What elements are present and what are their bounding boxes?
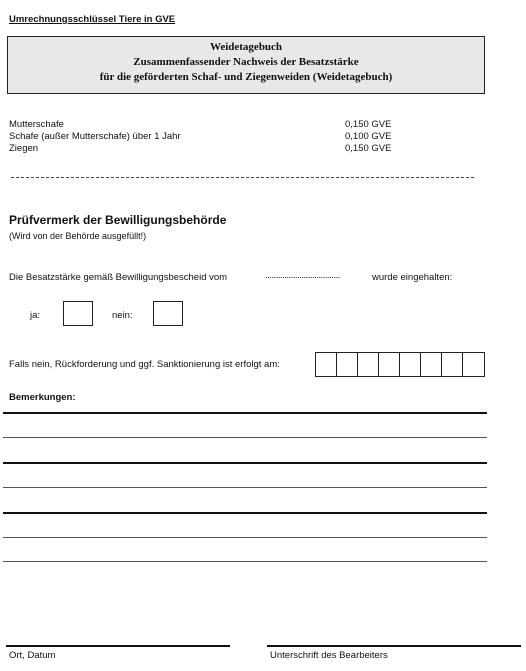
density-statement-end: wurde eingehalten: — [372, 272, 453, 283]
remarks-line[interactable] — [3, 412, 487, 414]
place-date-line[interactable] — [6, 645, 230, 647]
density-statement: Die Besatzstärke gemäß Bewilligungsbescheid vom — [9, 272, 228, 283]
check-title: Prüfvermerk der Bewilligungsbehörde — [9, 213, 227, 227]
remarks-line[interactable] — [3, 437, 487, 438]
header-line-3: für die geförderten Schaf- und Ziegenweiden (Weidetagebuch) — [99, 71, 393, 83]
date-cell[interactable] — [442, 353, 463, 376]
gve-value: 0,100 GVE — [345, 131, 392, 142]
remarks-line[interactable] — [3, 561, 487, 562]
date-entry-grid[interactable] — [315, 352, 485, 377]
no-checkbox[interactable] — [153, 301, 183, 326]
date-cell[interactable] — [379, 353, 400, 376]
signature-line[interactable] — [267, 645, 521, 647]
date-cell[interactable] — [358, 353, 379, 376]
date-cell[interactable] — [400, 353, 421, 376]
separator-line — [11, 177, 474, 178]
yes-checkbox[interactable] — [63, 301, 93, 326]
remarks-line[interactable] — [3, 512, 487, 514]
date-cell[interactable] — [316, 353, 337, 376]
check-subtitle: (Wird von der Behörde ausgefüllt!) — [9, 231, 147, 241]
header-line-1: Weidetagebuch — [209, 41, 283, 53]
date-cell[interactable] — [463, 353, 484, 376]
animal-label: Mutterschafe — [9, 119, 64, 130]
remarks-line[interactable] — [3, 487, 487, 488]
place-date-label: Ort, Datum — [9, 650, 56, 661]
remarks-line[interactable] — [3, 537, 487, 538]
conversion-row — [9, 131, 399, 142]
gve-value: 0,150 GVE — [345, 119, 392, 130]
remarks-label: Bemerkungen: — [9, 392, 76, 403]
section-title: Umrechnungsschlüssel Tiere in GVE — [9, 14, 176, 25]
signature-label: Unterschrift des Bearbeiters — [270, 650, 388, 661]
conversion-row — [9, 143, 399, 154]
remarks-line[interactable] — [3, 462, 487, 464]
conversion-row — [9, 119, 399, 130]
yes-label: ja: — [30, 310, 41, 321]
animal-label: Ziegen — [9, 143, 39, 154]
gve-value: 0,150 GVE — [345, 143, 392, 154]
recovery-statement: Falls nein, Rückforderung und ggf. Sanktionierung ist erfolgt am: — [9, 359, 280, 370]
date-dotted-field[interactable]: ................................... — [265, 270, 340, 281]
no-label: nein: — [112, 310, 133, 321]
header-line-2: Zusammenfassender Nachweis der Besatzstärke — [133, 56, 359, 68]
date-cell[interactable] — [421, 353, 442, 376]
animal-label: Schafe (außer Mutterschafe) über 1 Jahr — [9, 131, 181, 142]
form-header — [7, 36, 485, 94]
date-cell[interactable] — [337, 353, 358, 376]
